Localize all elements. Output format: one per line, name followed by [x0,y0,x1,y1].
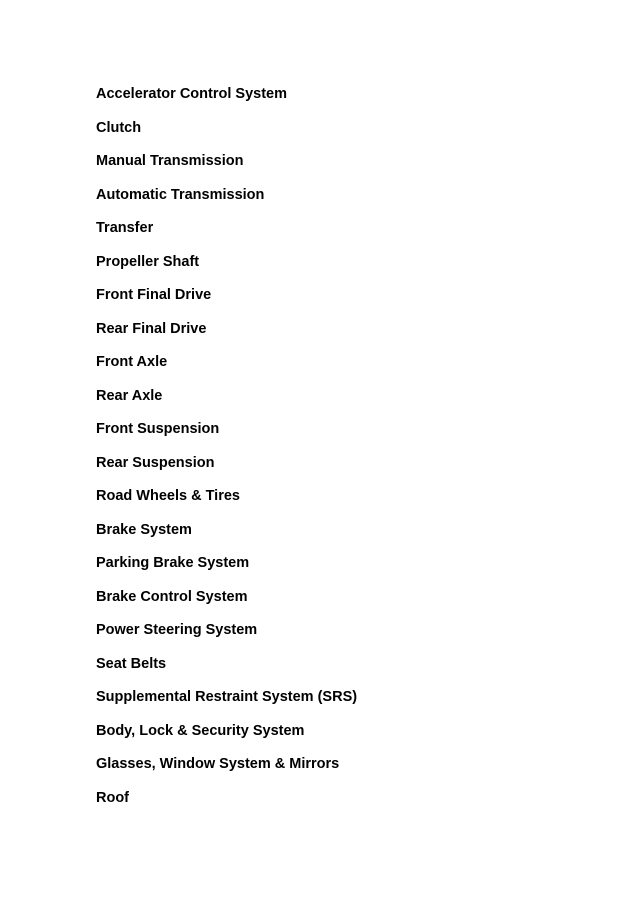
list-item: Accelerator Control System [96,86,287,102]
list-item: Transfer [96,220,154,236]
list-item: Automatic Transmission [96,186,265,203]
list-item: Power Steering System [96,622,258,638]
list-item: Glasses, Window System & Mirrors [96,756,340,772]
list-item: Supplemental Restraint System (SRS) [96,689,358,705]
list-item: Brake System [96,521,192,538]
list-item: Parking Brake System [96,555,250,571]
list-item: Body, Lock & Security System [96,722,305,739]
list-item: Rear Final Drive [96,320,207,337]
list-item: Seat Belts [96,655,167,672]
list-item: Brake Control System [96,588,248,605]
list-item: Manual Transmission [96,153,244,169]
list-item: Clutch [96,119,142,136]
list-item: Roof [96,789,130,806]
list-item: Road Wheels & Tires [96,488,240,504]
list-item: Propeller Shaft [96,253,200,270]
list-item: Rear Axle [96,387,163,404]
list-item: Front Final Drive [96,287,212,303]
list-item: Front Axle [96,354,168,370]
section-list [96,84,357,821]
list-item: Front Suspension [96,421,220,437]
list-item: Rear Suspension [96,454,215,471]
